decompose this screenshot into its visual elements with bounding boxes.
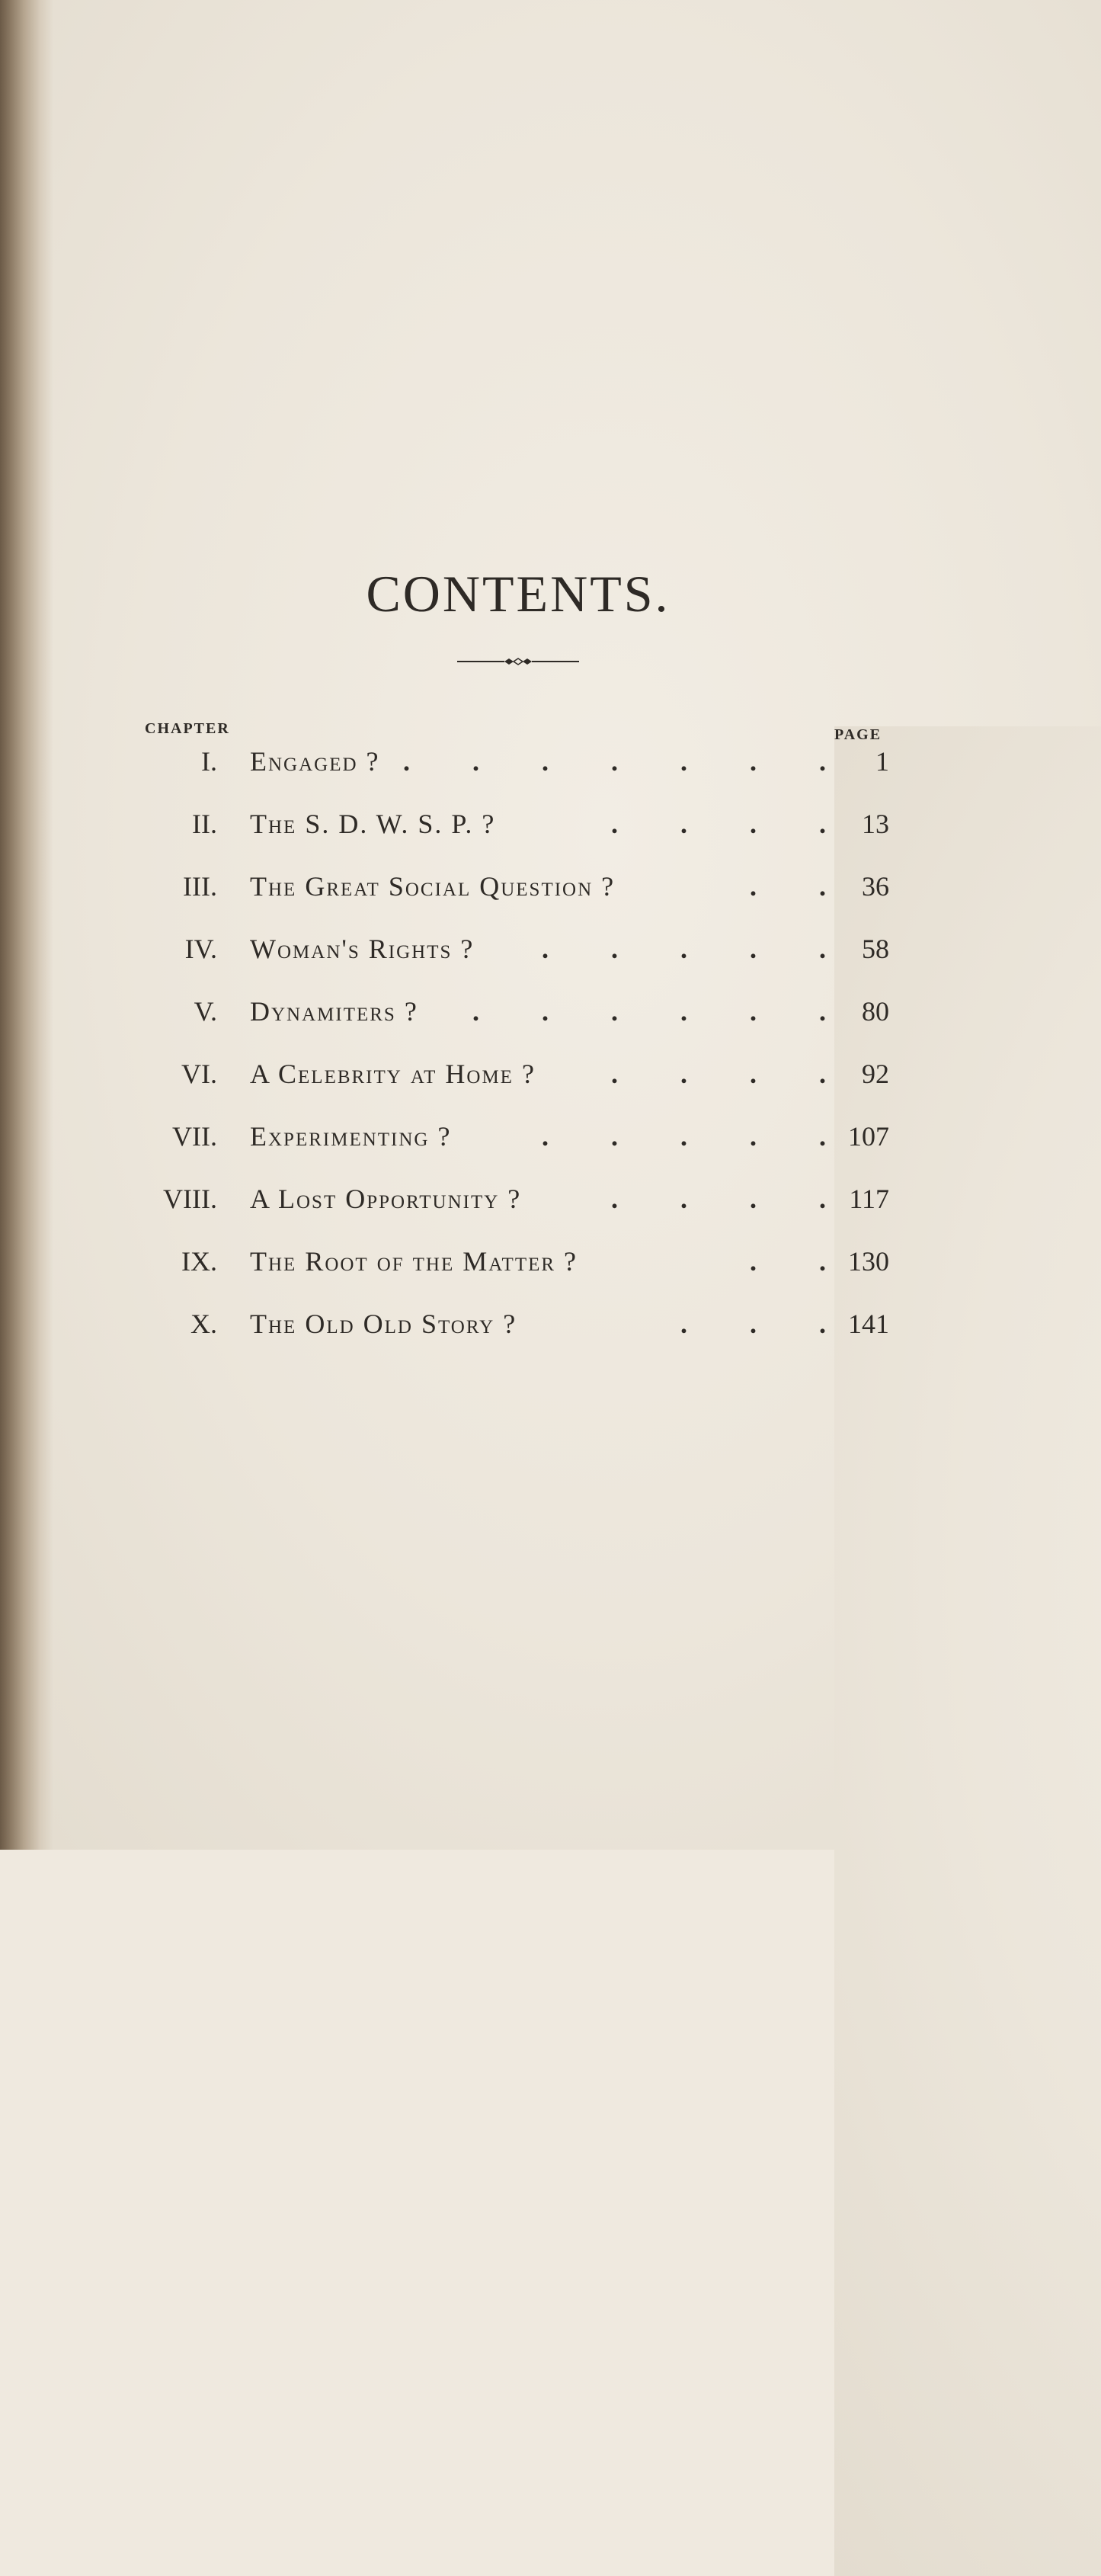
chapter-title: The Old Old Story ? (250, 1309, 517, 1339)
divider-ornament (457, 654, 579, 669)
chapter-number: II. (192, 809, 217, 839)
chapter-title: Dynamiters ? (250, 996, 418, 1027)
dot-leader: . . . . (611, 809, 826, 839)
chapter-title: Woman's Rights ? (250, 934, 475, 964)
dot-leader: . . . . . . (472, 996, 826, 1027)
page-number: 107 (848, 1121, 889, 1152)
chapter-title: The S. D. W. S. P. ? (250, 809, 496, 839)
chapter-number: IV. (184, 934, 217, 964)
page-number: 1 (875, 746, 889, 777)
chapter-number: IX. (181, 1246, 217, 1277)
toc-entry (0, 1120, 1101, 1183)
dot-leader: . . . . . . . (403, 746, 826, 777)
toc-entry (0, 1183, 1101, 1245)
toc-entry (0, 870, 1101, 933)
toc-entry (0, 1058, 1101, 1120)
chapter-number: VI. (181, 1059, 217, 1089)
toc-entry (0, 808, 1101, 870)
toc-entry (0, 745, 1101, 808)
chapter-number: X. (190, 1309, 217, 1339)
page-number: 58 (862, 934, 889, 964)
dot-leader: . . (750, 871, 826, 902)
dot-leader: . . (750, 1246, 826, 1277)
chapter-title: Engaged ? (250, 746, 380, 777)
page-number: 130 (848, 1246, 889, 1277)
dot-leader: . . . (680, 1309, 826, 1339)
chapter-number: VII. (172, 1121, 217, 1152)
dot-leader: . . . . (611, 1059, 826, 1089)
page-column-heading: PAGE (834, 726, 1101, 2576)
chapter-number: V. (194, 996, 217, 1027)
toc-entry (0, 933, 1101, 995)
page-number: 80 (862, 996, 889, 1027)
chapter-title: Experimenting ? (250, 1121, 452, 1152)
dot-leader: . . . . (611, 1184, 826, 1214)
page-number: 13 (862, 809, 889, 839)
toc-entry (0, 1245, 1101, 1308)
page-title: CONTENTS. (366, 565, 671, 623)
chapter-column-heading: CHAPTER (145, 720, 230, 737)
dot-leader: . . . . . (542, 1121, 826, 1152)
chapter-title: A Celebrity at Home ? (250, 1059, 536, 1089)
chapter-number: III. (183, 871, 217, 902)
page-number: 117 (849, 1184, 889, 1214)
chapter-title: The Root of the Matter ? (250, 1246, 578, 1277)
chapter-number: I. (201, 746, 217, 777)
toc-entry (0, 995, 1101, 1058)
toc-entry (0, 1308, 1101, 1370)
dot-leader: . . . . . (542, 934, 826, 964)
chapter-number: VIII. (163, 1184, 217, 1214)
page-number: 141 (848, 1309, 889, 1339)
chapter-title: A Lost Opportunity ? (250, 1184, 522, 1214)
page-number: 36 (862, 871, 889, 902)
table-of-contents (0, 745, 1101, 1370)
chapter-title: The Great Social Question ? (250, 871, 616, 902)
page-number: 92 (862, 1059, 889, 1089)
